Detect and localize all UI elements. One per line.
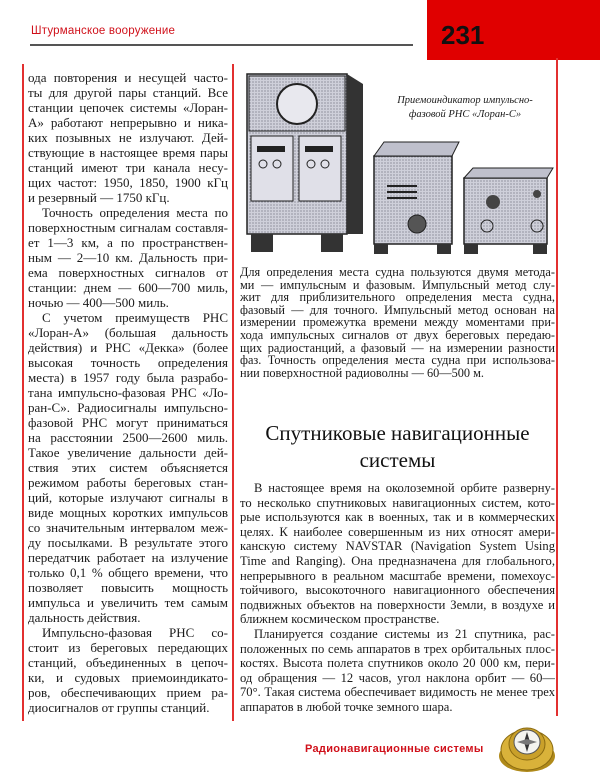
text-line: измерении промежутка времени между моментами при- bbox=[240, 316, 555, 329]
text-line: хода импульсных сигналов от двух береговых передаю- bbox=[240, 328, 555, 342]
text-line: режимом работы береговых стан- bbox=[28, 475, 228, 490]
text-line: Time and Ranging). Она предназначена для глобального, bbox=[240, 553, 555, 568]
text-line: ран-С». Радиосигналы импульсно- bbox=[28, 400, 228, 415]
text-line: ода повторения и несущей часто- bbox=[28, 70, 228, 85]
text-line: ду посылками. В результате этого bbox=[28, 535, 228, 550]
text-line: ты для другой пары станций. Все bbox=[28, 85, 228, 100]
text-line: только 0,1 % общего времени, что bbox=[28, 565, 228, 580]
text-line: Планируется создание системы из 21 спутника, рас- bbox=[254, 626, 555, 641]
section-heading-line: Спутниковые навигационные bbox=[265, 421, 530, 445]
text-line: виде мощных коротких импульсов bbox=[28, 505, 228, 520]
text-line: со значительным интервалом меж- bbox=[28, 520, 228, 535]
text-line: ми — импульсным и фазовым. Импульсный метод слу- bbox=[240, 278, 555, 292]
left-column-text bbox=[28, 70, 228, 715]
text-line: фазовой РНС могут приниматься bbox=[28, 415, 228, 430]
section-heading bbox=[240, 420, 555, 474]
text-line: импульса и увеличить тем самым bbox=[28, 595, 228, 610]
text-line: 70°. Такая система обеспечивает видимость не менее трех bbox=[240, 685, 555, 700]
text-line: Точность определения места по bbox=[42, 205, 228, 220]
text-line: станций, объединенных в цепоч- bbox=[28, 655, 228, 670]
text-line: места) в 1957 году была разрабо- bbox=[28, 370, 228, 385]
text-line: ным — 2—10 км. Дальность при- bbox=[28, 250, 228, 265]
text-line: щих радиостанций, а фазовый — на измерении разности bbox=[240, 341, 555, 355]
text-line: станции цепочек системы «Лоран- bbox=[28, 100, 228, 115]
text-line: «Лоран-А» (большая дальность bbox=[28, 325, 228, 340]
text-line: непрерывного в реальном масштабе времени, помехоус- bbox=[240, 568, 555, 583]
right-column-rule bbox=[556, 58, 558, 716]
text-line: ствия этих систем объясняется bbox=[28, 460, 228, 475]
text-line: ближнем космическом пространстве. bbox=[240, 612, 440, 627]
section-title: Штурманское вооружение bbox=[31, 25, 176, 37]
text-line: нии поверхностной радиоволны — 60—500 м. bbox=[240, 366, 484, 380]
text-line: ций, которые излучают сигналы в bbox=[28, 490, 228, 505]
text-line: А» работают непрерывно и ника- bbox=[28, 115, 228, 130]
text-line: стоит из береговых передающих bbox=[28, 640, 228, 655]
text-line: тойчивого, высокоточного навигационного обеспечения bbox=[240, 583, 555, 598]
text-line: станции: днем — 600—700 миль, bbox=[28, 280, 228, 295]
text-line: Такое увеличение дальности дей- bbox=[28, 445, 228, 460]
section-heading-line: системы bbox=[359, 448, 436, 472]
text-line: передатчик работает на излучение bbox=[28, 550, 228, 565]
caption-line: Приемоиндикатор импульсно- bbox=[397, 95, 533, 106]
text-line: высокая точность определения bbox=[28, 355, 228, 370]
text-line: щих частот: 1950, 1850, 1900 кГц bbox=[28, 175, 228, 190]
text-line: действия) и РНС «Декка» (более bbox=[28, 340, 228, 355]
text-line: целях. К наиболее совершенным из них относят амери- bbox=[240, 524, 555, 539]
text-line: поверхностным сигналам составля- bbox=[28, 220, 228, 235]
right-column-intro-text bbox=[240, 266, 555, 379]
text-line: тана импульсно-фазовая РНС «Ло- bbox=[28, 385, 228, 400]
left-column-rule bbox=[22, 64, 24, 721]
text-line: Для определения места судна пользуются двумя метода- bbox=[240, 266, 555, 279]
left-column-rule-right bbox=[232, 64, 234, 721]
text-line: подвижных объектов на поверхности Земли, в воздухе и bbox=[240, 597, 555, 612]
header-rule bbox=[30, 44, 413, 46]
text-line: ночью — 400—500 миль. bbox=[28, 295, 169, 310]
text-line: дальность действия. bbox=[28, 610, 141, 625]
text-line: од обращения — 12 часов, угол наклона орбит — 60— bbox=[240, 670, 555, 685]
text-line: ствующие в настоящее время пары bbox=[28, 145, 228, 160]
text-line: станций имеют три канала несу- bbox=[28, 160, 228, 175]
text-line: на расстоянии 2500—2600 миль. bbox=[28, 430, 228, 445]
caption-line: фазовой РНС «Лоран-С» bbox=[408, 109, 522, 120]
text-line: Импульсно-фазовая РНС со- bbox=[42, 625, 228, 640]
right-column-satellite-text bbox=[240, 481, 555, 715]
text-line: В настоящее время на околоземной орбите разверну- bbox=[254, 481, 555, 495]
text-line: фаз. Точность определения места судна при использова- bbox=[240, 354, 555, 367]
text-line: то несколько спутниковых навигационных систем, кото- bbox=[240, 495, 555, 510]
text-line: С учетом преимуществ РНС bbox=[42, 310, 228, 325]
compass-icon bbox=[497, 720, 557, 776]
text-line: ки, и судовых приемоиндикато- bbox=[28, 670, 228, 685]
text-line: ров, обеспечивающих прием ра- bbox=[28, 685, 228, 700]
text-line: позволяет повысить мощность bbox=[28, 580, 228, 595]
text-line: аппаратов в любой точке земного шара. bbox=[240, 699, 453, 714]
text-line: положенных по семь аппаратов в трех орбитальных плос- bbox=[240, 641, 555, 656]
figure-caption bbox=[375, 94, 555, 122]
text-line: диосигналов от группы станций. bbox=[28, 700, 210, 715]
text-line: канскую систему NAVSTAR (Navigation System Using bbox=[240, 539, 555, 554]
text-line: жит для приблизительного определения места судна, bbox=[240, 291, 555, 304]
text-line: ких позывных не излучают. Дей- bbox=[28, 130, 228, 145]
text-line: ема поверхностных сигналов от bbox=[28, 265, 228, 280]
text-line: фазовый — для точного. Импульсный метод основан на bbox=[240, 303, 555, 317]
text-line: и резервный — 1750 кГц. bbox=[28, 190, 170, 205]
chapter-title: Радионавигационные системы bbox=[305, 743, 484, 755]
text-line: костях. Высота полета спутников около 20 000 км, пери- bbox=[240, 656, 555, 671]
text-line: рые используются как в военных, так и в коммерческих bbox=[240, 510, 555, 525]
text-line: ет 1—3 км, а по пространствен- bbox=[28, 235, 228, 250]
page-number: 231 bbox=[441, 20, 485, 50]
